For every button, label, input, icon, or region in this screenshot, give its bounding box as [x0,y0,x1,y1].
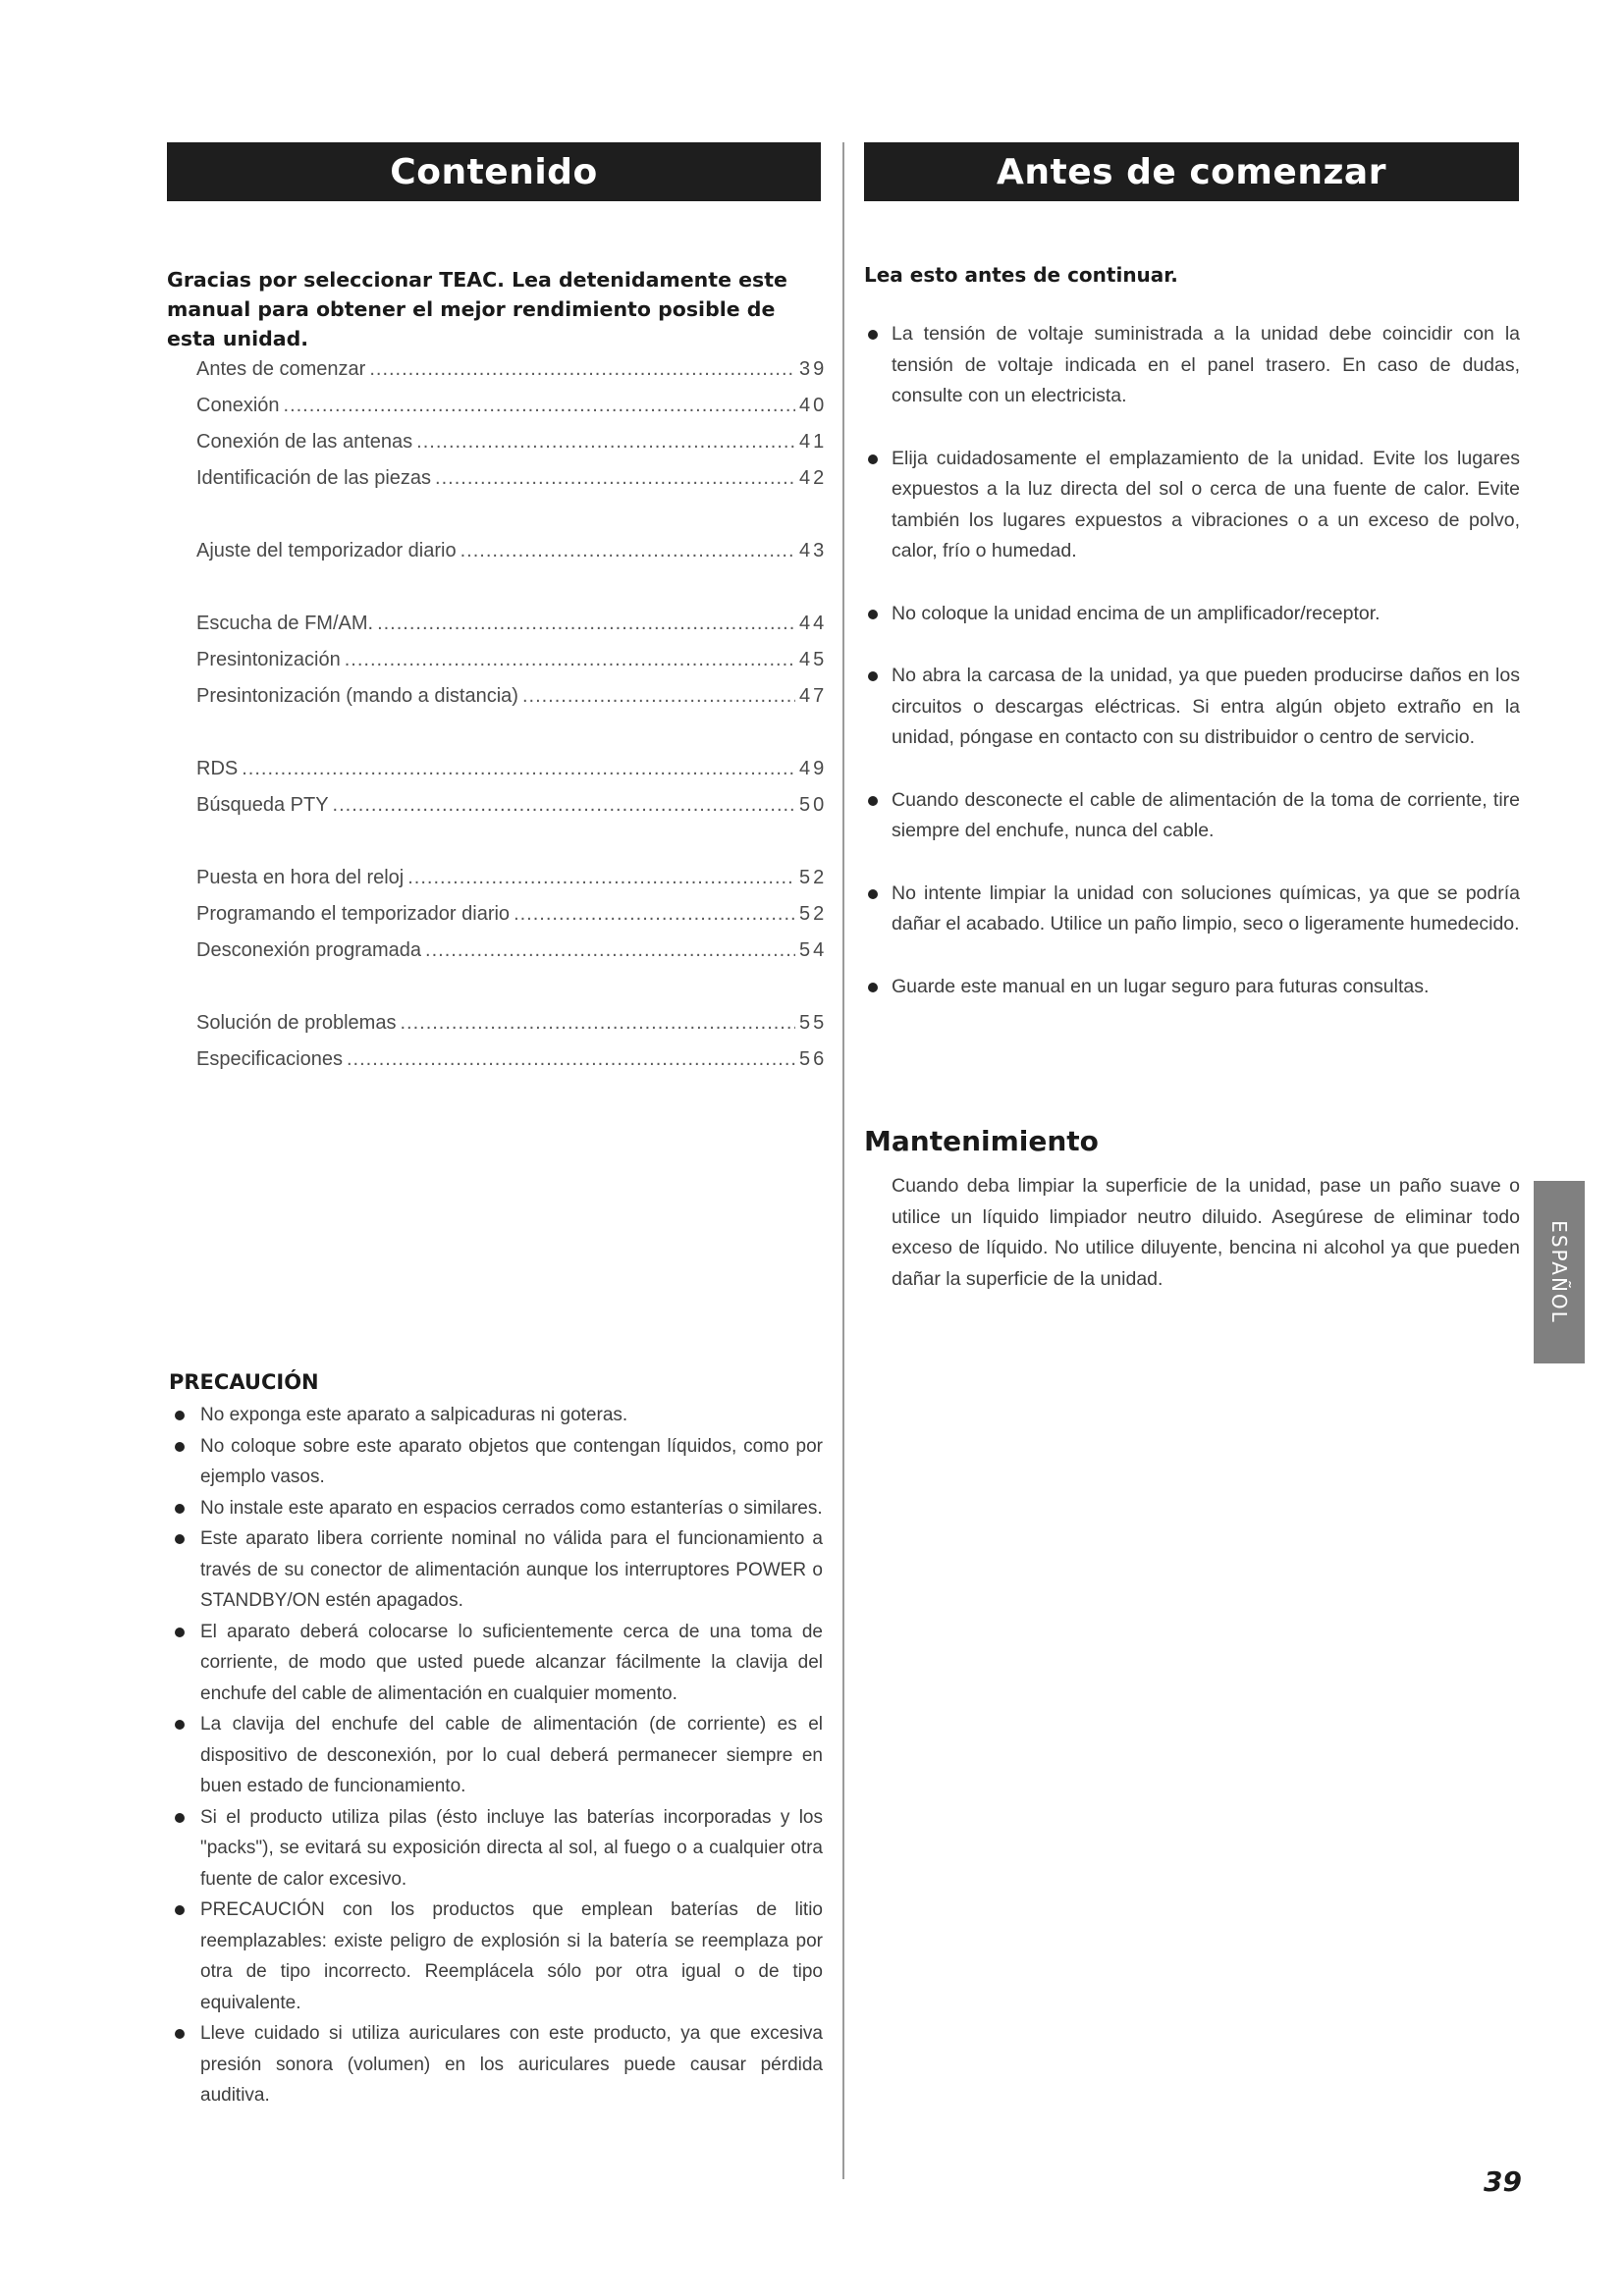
list-item [864,879,1520,940]
list-item-text: Elija cuidadosamente el emplazamiento de la unidad. Evite los lugares expuestos a la luz directa del sol o cerca de una fuente de calor. Evite también los lugares expuestos a vibraciones o a un exceso de polvo, calor, frío o humedad. [892,447,1520,561]
toc-leader-dots [333,794,795,817]
toc-entry [196,540,835,576]
list-item [864,599,1520,630]
toc-group [196,867,835,976]
toc-entry [196,358,835,395]
toc-entry-label: Identificación de las piezas [196,467,432,489]
toc-entry-page: 54 [799,939,828,961]
language-tab-label: ESPAÑOL [1547,1220,1572,1324]
language-tab [1534,1181,1585,1363]
toc-entry [196,649,835,685]
toc-entry-page: 43 [799,540,828,561]
toc-leader-dots [425,939,795,962]
toc-entry-label: Desconexión programada [196,939,422,961]
list-item-text: Este aparato libera corriente nominal no válida para el funcionamiento a través de su conector de alimentación aunque los interruptores POWER o STANDBY/ON estén apagados. [200,1528,823,1611]
toc-leader-dots [416,431,795,454]
toc-entry-label: RDS [196,758,239,779]
toc-leader-dots [435,467,795,490]
list-item-text: La tensión de voltaje suministrada a la unidad debe coincidir con la tensión de voltaje indicada en el panel trasero. En caso de dudas, consulte con un electricista. [892,323,1520,406]
toc-leader-dots [400,1012,795,1035]
toc-entry-label: Conexión de las antenas [196,431,413,453]
toc-entry-label: Búsqueda PTY [196,794,329,816]
list-item-text: No coloque la unidad encima de un amplificador/receptor. [892,602,1380,624]
bullet-icon [868,671,878,681]
caution-list [169,1400,823,2111]
list-item-text: PRECAUCIÓN con los productos que emplean baterías de litio reemplazables: existe peligro de explosión si la batería se reemplaza por otra de tipo incorrecto. Reemplácela sólo por otra igual o de tipo equivalente. [200,1899,823,2013]
caution-section [169,1370,823,2111]
contents-header: Contenido [167,142,821,201]
toc-entry-label: Presintonización [196,649,341,670]
toc-entry-page: 45 [799,649,828,670]
list-item-text: No coloque sobre este aparato objetos que contengan líquidos, como por ejemplo vasos. [200,1435,823,1487]
list-item [864,972,1520,1003]
caution-title: PRECAUCIÓN [169,1370,319,1394]
toc-entry-page: 40 [799,395,828,416]
toc-entry-label: Solución de problemas [196,1012,397,1034]
list-item-text: No instale este aparato en espacios cerrados como estanterías o similares. [200,1497,823,1519]
toc-entry-page: 42 [799,467,828,489]
list-item [864,444,1520,567]
list-item [864,785,1520,847]
list-item-text: El aparato deberá colocarse lo suficientemente cerca de una toma de corriente, de modo que usted puede alcanzar fácilmente la clavija del enchufe del cable de alimentación en cualquier momento. [200,1621,823,1704]
toc-leader-dots [460,540,795,562]
bullet-icon [175,1442,185,1452]
bullet-icon [175,1411,185,1420]
toc-entry [196,939,835,976]
toc-entry-label: Presintonización (mando a distancia) [196,685,518,707]
toc-leader-dots [347,1048,795,1071]
toc-entry [196,467,835,504]
toc-entry [196,867,835,903]
list-item [169,2018,823,2111]
bullet-icon [175,1534,185,1544]
before-starting-header: Antes de comenzar [864,142,1519,201]
intro-text: Gracias por seleccionar TEAC. Lea detenidamente este manual para obtener el mejor rendimiento posible de esta unidad. [167,268,787,350]
bullet-icon [175,1504,185,1514]
toc-entry [196,685,835,721]
list-item [169,1493,823,1524]
list-item [169,1617,823,1710]
list-item-text: Guarde este manual en un lugar seguro para futuras consultas. [892,975,1430,997]
toc-entry [196,903,835,939]
toc-leader-dots [284,395,795,417]
toc-leader-dots [242,758,795,780]
list-item-text: No exponga este aparato a salpicaduras ni goteras. [200,1405,628,1425]
bullet-icon [175,1720,185,1730]
bullet-icon [868,610,878,619]
toc-entry-page: 52 [799,903,828,925]
precautions-list [864,319,1520,1034]
toc-leader-dots [514,903,795,926]
toc-entry [196,758,835,794]
bullet-icon [868,983,878,992]
bullet-icon [175,1628,185,1637]
maintenance-title: Mantenimiento [864,1125,1099,1157]
list-item [169,1400,823,1431]
list-item-text: No abra la carcasa de la unidad, ya que pueden producirse daños en los circuitos o descargas eléctricas. Si entra algún objeto extraño en la unidad, póngase en contacto con su distribuidor o centro de servicio. [892,665,1520,748]
toc-entry-label: Conexión [196,395,280,416]
toc-entry-page: 50 [799,794,828,816]
list-item [169,1895,823,2018]
list-item-text: Cuando desconecte el cable de alimentación de la toma de corriente, tire siempre del enchufe, nunca del cable. [892,788,1520,841]
toc-leader-dots [345,649,795,671]
list-item [169,1431,823,1493]
toc-entry [196,1012,835,1048]
bullet-icon [868,330,878,340]
toc-entry-page: 44 [799,613,828,634]
bullet-icon [175,2029,185,2039]
toc-entry [196,431,835,467]
toc-group [196,540,835,576]
toc-entry [196,613,835,649]
toc-group [196,1012,835,1085]
toc-leader-dots [377,613,795,635]
list-item-text: No intente limpiar la unidad con soluciones químicas, ya que se podría dañar el acabado. Utilice un paño limpio, seco o ligeramente humedecido. [892,881,1520,934]
toc-entry-label: Especificaciones [196,1048,343,1070]
list-item [169,1802,823,1896]
toc-entry [196,1048,835,1085]
toc-entry-page: 39 [799,358,828,380]
maintenance-text: Cuando deba limpiar la superficie de la unidad, pase un paño suave o utilice un líquido limpiador neutro diluido. Asegúrese de eliminar todo exceso de líquido. No utilice diluyente, bencina ni alcohol ya que pueden dañar la superficie de la unidad. [892,1175,1520,1290]
toc-entry-label: Antes de comenzar [196,358,366,380]
toc-entry [196,395,835,431]
bullet-icon [175,1905,185,1915]
toc-group [196,613,835,721]
list-item [169,1709,823,1802]
bullet-icon [868,454,878,464]
list-item-text: Si el producto utiliza pilas (ésto incluye las baterías incorporadas y los "packs"), se evitará su exposición directa al sol, al fuego o a cualquier otra fuente de calor excesivo. [200,1806,823,1890]
table-of-contents [196,358,835,1121]
toc-entry-page: 56 [799,1048,828,1070]
page-number: 39 [1484,2165,1522,2198]
toc-entry-page: 52 [799,867,828,888]
list-item [169,1523,823,1617]
list-item [864,319,1520,412]
toc-leader-dots [522,685,795,708]
toc-leader-dots [369,358,795,381]
column-divider [842,142,844,2179]
toc-entry-page: 47 [799,685,828,707]
toc-entry-label: Puesta en hora del reloj [196,867,405,888]
toc-group [196,358,835,504]
bullet-icon [868,796,878,806]
list-item-text: La clavija del enchufe del cable de alimentación (de corriente) es el dispositivo de desconexión, por lo cual deberá permanecer siempre en buen estado de funcionamiento. [200,1714,823,1796]
toc-leader-dots [407,867,795,889]
toc-entry-label: Ajuste del temporizador diario [196,540,457,561]
toc-group [196,758,835,830]
toc-entry-label: Programando el temporizador diario [196,903,511,925]
toc-entry [196,794,835,830]
toc-entry-label: Escucha de FM/AM. [196,613,374,634]
toc-entry-page: 55 [799,1012,828,1034]
list-item-text: Lleve cuidado si utiliza auriculares con este producto, ya que excesiva presión sonora (volumen) en los auriculares puede causar pérdida auditiva. [200,2023,823,2106]
read-before-heading: Lea esto antes de continuar. [864,263,1178,287]
toc-entry-page: 49 [799,758,828,779]
bullet-icon [868,889,878,899]
list-item [864,661,1520,754]
toc-entry-page: 41 [799,431,828,453]
bullet-icon [175,1813,185,1823]
